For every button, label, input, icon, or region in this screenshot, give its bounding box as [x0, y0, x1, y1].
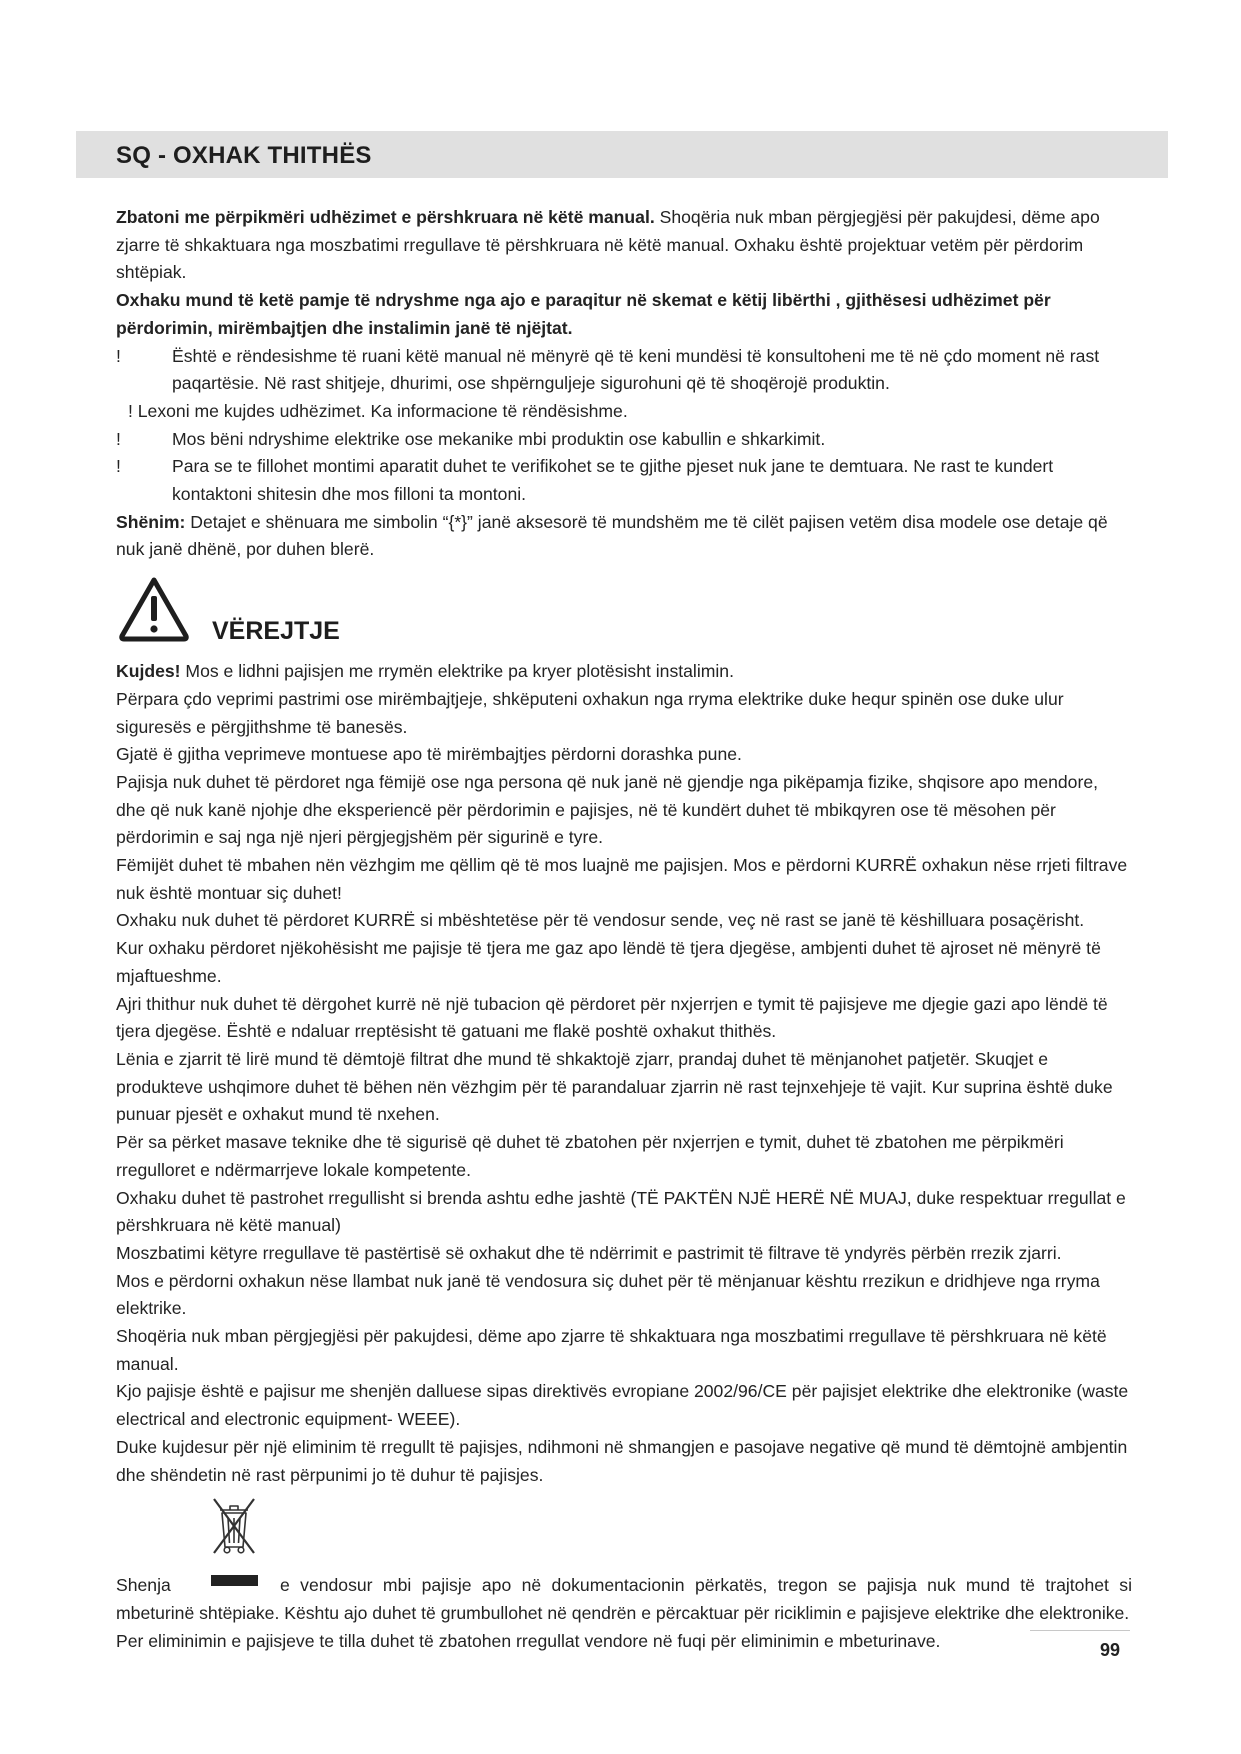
- warning-paragraph: Fëmijët duhet të mbahen nën vëzhgim me qëllim që të mos luajnë me pajisjen. Mos e përdorni KURRË oxhakun nëse rrjeti filtrave nuk është montuar siç duhet!: [116, 855, 1128, 903]
- note-label: Shënim:: [116, 511, 186, 532]
- note-text: Detajet e shënuara me simbolin “{*}” janë aksesorë të mundshëm me të cilët pajisen vetëm disa modele ose detaje që nuk janë dhënë, por duhen blerë.: [116, 511, 1108, 560]
- bullet-item-2: ! Lexoni me kujdes udhëzimet. Ka informacione të rëndësishme.: [128, 400, 628, 421]
- warning-paragraph: Ajri thithur nuk duhet të dërgohet kurrë në një tubacion që përdoret për nxjerrjen e tymit të pajisjeve me djegie gazi apo lëndë të tjera djegëse. Është e ndaluar rreptësisht të gatuani me flakë poshtë oxhakut thithës.: [116, 993, 1108, 1042]
- warning-paragraph: Duke kujdesur për një eliminim të rregullt të pajisjes, ndihmoni në shmangjen e pasojave negative që mund të dëmtojnë ambjentin dhe shëndetin në rast përpunimi jo të duhur të pajisjes.: [116, 1436, 1128, 1485]
- intro-text-1: Shoqëria nuk mban përgjegjësi për pakujdesi, dëme apo zjarre të shkaktuara nga moszbatimi rregullave të përshkruara në këtë manual. Oxhaku është projektuar vetëm për përdorim shtëpiak.: [116, 207, 1100, 283]
- exclamation-mark: !: [116, 345, 121, 366]
- exclamation-mark: !: [116, 456, 121, 477]
- section-title: SQ - OXHAK THITHËS: [116, 142, 372, 169]
- bullet-item-4: [116, 453, 1132, 508]
- intro-emphasis-1: Zbatoni me përpikmëri udhëzimet e përshkruara në këtë manual.: [116, 207, 655, 227]
- intro-paragraph-1: [116, 204, 1132, 287]
- warning-paragraph: Mos e përdorni oxhakun nëse llambat nuk janë të vendosura siç duhet për të mënjanuar kështu rrezikun e dridhjeve nga rryma elektrike.: [116, 1270, 1100, 1319]
- footer-rule: [1030, 1630, 1130, 1631]
- warning-title: VËREJTJE: [212, 617, 340, 646]
- warning-paragraph: Oxhaku duhet të pastrohet rregullisht si brenda ashtu edhe jashtë (TË PAKTËN NJË HERË NË MUAJ, duke respektuar rregullat e përshkruara në këtë manual): [116, 1187, 1126, 1236]
- warning-paragraph: Shoqëria nuk mban përgjegjësi për pakujdesi, dëme apo zjarre të shkaktuara nga moszbatimi rregullave të përshkruara në këtë manual.: [116, 1326, 1107, 1374]
- bullet-text-3: Mos bëni ndryshime elektrike ose mekanike mbi produktin ose kabullin e shkarkimit.: [172, 428, 826, 449]
- weee-text-first-line: e vendosur mbi pajisje apo në dokumentacionin përkatës, tregon se pajisja nuk mund të trajtohet si: [280, 1575, 1132, 1596]
- note-paragraph: [116, 509, 1132, 564]
- page-number: 99: [1100, 1640, 1121, 1660]
- weee-text-continuation: mbeturinë shtëpiake. Kështu ajo duhet të grumbullohet në qendrën e përcaktuar për riciklimin e pajisjeve elektrike dhe elektronike. Per eliminimin e pajisjeve te tilla duhet të zbatohen rregullat vendore në fuqi për eliminimin e mbeturinave.: [116, 1603, 1130, 1651]
- bullet-text-1: Është e rëndesishme të ruani këtë manual në mënyrë që të keni mundësi të konsultoheni me të në çdo moment në rast paqartësie. Në rast shitjeje, dhurimi, ose shpërnguljeje sigurohuni që të shoqërojë produktin.: [172, 345, 1100, 394]
- bullet-item-3: [116, 426, 1132, 454]
- warning-paragraph: Për sa përket masave teknike dhe të sigurisë që duhet të zbatohen për nxjerrjen e tymit, duhet të zbatohen me përpikmëri rregulloret e ndërmarrjeve lokale kompetente.: [116, 1132, 1064, 1180]
- kujdes-label: Kujdes!: [116, 661, 181, 682]
- warning-heading: [116, 564, 1132, 658]
- intro-paragraph-2: Oxhaku mund të ketë pamje të ndryshme nga ajo e paraqitur në skemat e këtij libërthi , gjithësesi udhëzimet për përdorimin, mirëmbajtjen dhe instalimin janë të njëjtat.: [116, 290, 1051, 338]
- warning-triangle-icon: [118, 576, 190, 642]
- warning-paragraph: Moszbatimi këtyre rregullave të pastërtisë së oxhakut dhe të ndërrimit e pastrimit të filtrave të yndyrës përbën rrezik zjarri.: [116, 1242, 1062, 1263]
- exclamation-mark: !: [116, 428, 121, 449]
- section-header-bar: [76, 131, 1168, 178]
- kujdes-text: Mos e lidhni pajisjen me rrymën elektrike pa kryer plotësisht instalimin.: [180, 661, 734, 682]
- warning-paragraph: Kjo pajisje është e pajisur me shenjën dalluese sipas direktivës evropiane 2002/96/CE për pajisjet elektrike dhe elektronike (waste electrical and electronic equipment- WEEE).: [116, 1381, 1129, 1430]
- weee-label: Shenja: [116, 1575, 171, 1596]
- bullet-item-1: [116, 343, 1132, 398]
- warning-paragraph: Kur oxhaku përdoret njëkohësisht me pajisje të tjera me gaz apo lëndë të tjera djegëse, ambjenti duhet të ajroset në mënyrë të mjaftueshme.: [116, 938, 1101, 986]
- warning-paragraph: Lënia e zjarrit të lirë mund të dëmtojë filtrat dhe mund të shkaktojë zjarr, prandaj duhet të mënjanohet patjetër. Skuqjet e produkteve ushqimore duhet të bëhen nën vëzhgim për të parandaluar zjarrin në rast tejnxehjeje të vajit. Kur suprina është duke punuar pjesët e oxhakut mund të nxehen.: [116, 1048, 1113, 1125]
- warning-paragraph: Përpara çdo veprimi pastrimi ose mirëmbajtjeje, shkëputeni oxhakun nga rryma elektrike duke hequr spinën ose duke ulur siguresës e përgjithshme të banesës.: [116, 688, 1064, 737]
- bullet-text-4: Para se te fillohet montimi aparatit duhet te verifikohet se te gjithe pjeset nuk jane te demtuara. Ne rast te kundert kontaktoni shitesin dhe mos filloni ta montoni.: [172, 456, 1054, 505]
- weee-underline-bar: [211, 1575, 258, 1586]
- kujdes-paragraph: [116, 658, 1132, 686]
- warning-paragraph: Gjatë ë gjitha veprimeve montuese apo të mirëmbajtjes përdorni dorashka pune.: [116, 744, 742, 765]
- warning-paragraph: Oxhaku nuk duhet të përdoret KURRË si mbështetëse për të vendosur sende, veç në rast se janë të këshilluara posaçërisht.: [116, 910, 1085, 931]
- warning-paragraph: Pajisja nuk duhet të përdoret nga fëmijë ose nga persona që nuk janë në gjendje nga pikëpamja fizike, shqisore apo mendore, dhe që nuk kanë njohje dhe eksperiencë për përdorimin e pajisjes, në të kundërt duhet të mbikqyren ose të mësohen për përdorimin e saj nga një njeri përgjegjshëm për sigurinë e tyre.: [116, 771, 1098, 848]
- crossed-bin-icon: [208, 1491, 260, 1557]
